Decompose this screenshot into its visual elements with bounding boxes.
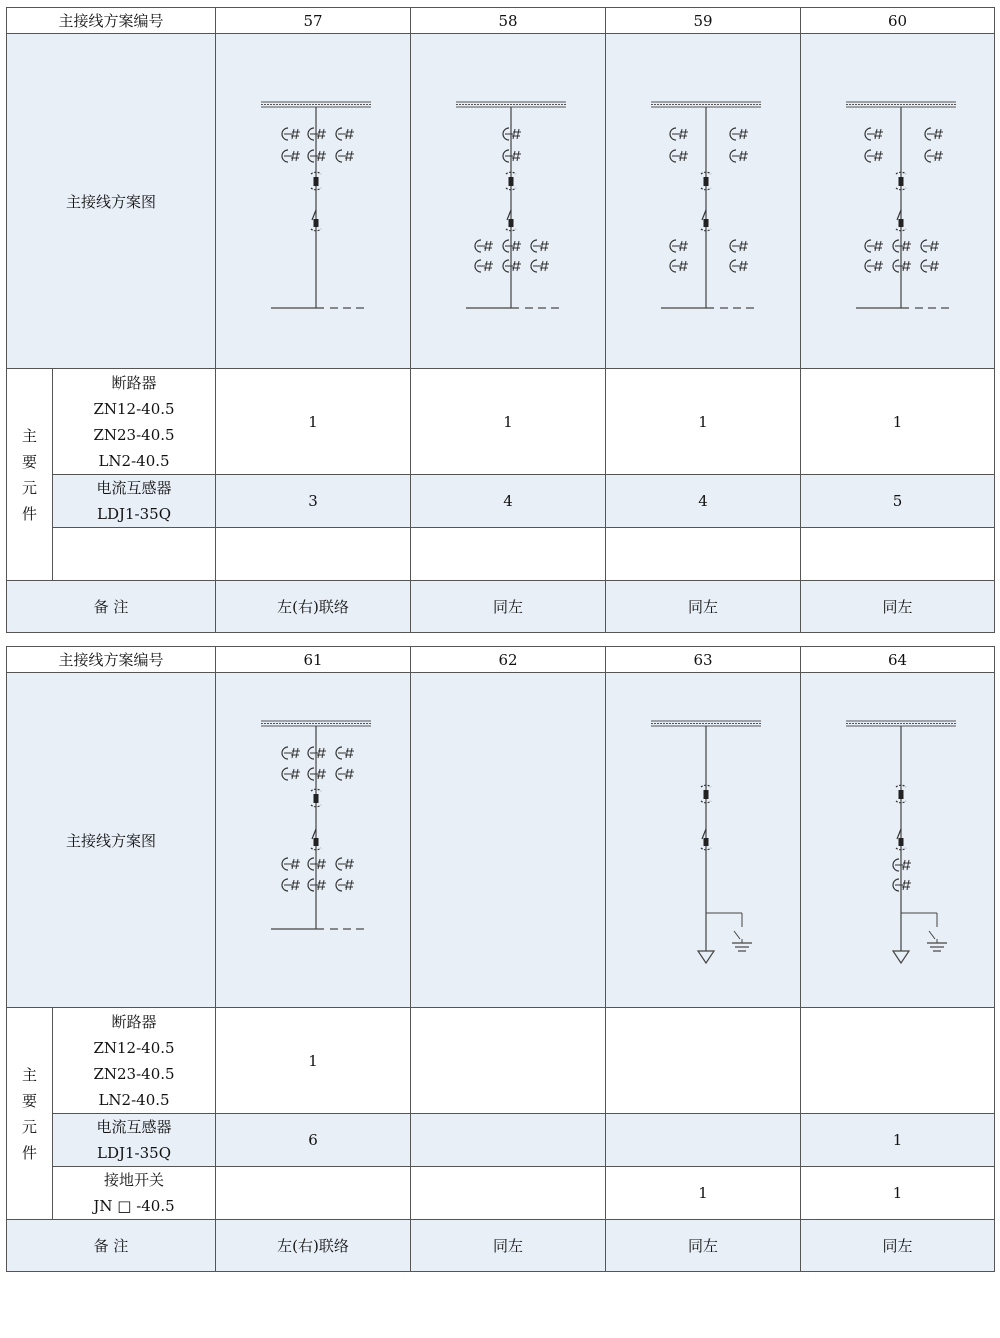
remark-cell: 同左 [606,581,801,633]
wiring-diagram [608,36,798,366]
scheme-number: 63 [606,647,801,673]
remark-cell: 同左 [606,1220,801,1272]
wiring-diagram [803,675,993,1005]
value-cell: 1 [216,369,411,475]
value-cell: 4 [606,475,801,528]
remark-cell: 左(右)联络 [216,581,411,633]
scheme-table-1 [6,7,995,633]
value-cell: 1 [801,1114,995,1167]
value-cell: 5 [801,475,995,528]
wiring-diagram [803,36,993,366]
header-label: 主接线方案编号 [7,8,216,34]
diagram-cell [216,34,411,369]
remark-cell: 左(右)联络 [216,1220,411,1272]
value-cell [411,1167,606,1220]
row-label-earthing-switch: 接地开关 JN □ -40.5 [53,1167,216,1220]
diagram-cell [606,34,801,369]
scheme-number: 62 [411,647,606,673]
value-cell [801,1008,995,1114]
row-label-ct: 电流互感器 LDJ1-35Q [53,1114,216,1167]
diagram-cell [606,673,801,1008]
remark-cell: 同左 [411,1220,606,1272]
value-cell [606,1008,801,1114]
scheme-table-2 [6,646,995,1272]
value-cell [801,528,995,581]
scheme-number: 58 [411,8,606,34]
value-cell: 1 [801,1167,995,1220]
scheme-number: 64 [801,647,995,673]
diagram-cell-empty [411,673,606,1008]
diagram-label: 主接线方案图 [7,673,216,1008]
value-cell: 6 [216,1114,411,1167]
value-cell [411,528,606,581]
header-label: 主接线方案编号 [7,647,216,673]
scheme-number: 59 [606,8,801,34]
scheme-number: 61 [216,647,411,673]
value-cell [411,1008,606,1114]
wiring-diagram [608,675,798,1005]
diagram-label: 主接线方案图 [7,34,216,369]
value-cell [216,1167,411,1220]
diagram-cell [801,673,995,1008]
wiring-diagram [218,36,408,366]
value-cell: 1 [216,1008,411,1114]
value-cell: 1 [606,1167,801,1220]
value-cell: 4 [411,475,606,528]
value-cell [411,1114,606,1167]
remark-label: 备 注 [7,581,216,633]
remark-cell: 同左 [411,581,606,633]
row-label-empty [53,528,216,581]
value-cell: 3 [216,475,411,528]
scheme-number: 57 [216,8,411,34]
wiring-diagram [218,675,408,1005]
value-cell [606,528,801,581]
scheme-number: 60 [801,8,995,34]
value-cell: 1 [411,369,606,475]
diagram-cell [216,673,411,1008]
remark-cell: 同左 [801,1220,995,1272]
value-cell [606,1114,801,1167]
wiring-diagram [413,36,603,366]
value-cell [216,528,411,581]
diagram-cell [801,34,995,369]
row-label-breaker: 断路器 ZN12-40.5 ZN23-40.5 LN2-40.5 [53,1008,216,1114]
diagram-cell [411,34,606,369]
main-components-label: 主 要 元 件 [7,369,53,581]
remark-label: 备 注 [7,1220,216,1272]
row-label-ct: 电流互感器 LDJ1-35Q [53,475,216,528]
value-cell: 1 [606,369,801,475]
value-cell: 1 [801,369,995,475]
row-label-breaker: 断路器 ZN12-40.5 ZN23-40.5 LN2-40.5 [53,369,216,475]
remark-cell: 同左 [801,581,995,633]
main-components-label: 主 要 元 件 [7,1008,53,1220]
